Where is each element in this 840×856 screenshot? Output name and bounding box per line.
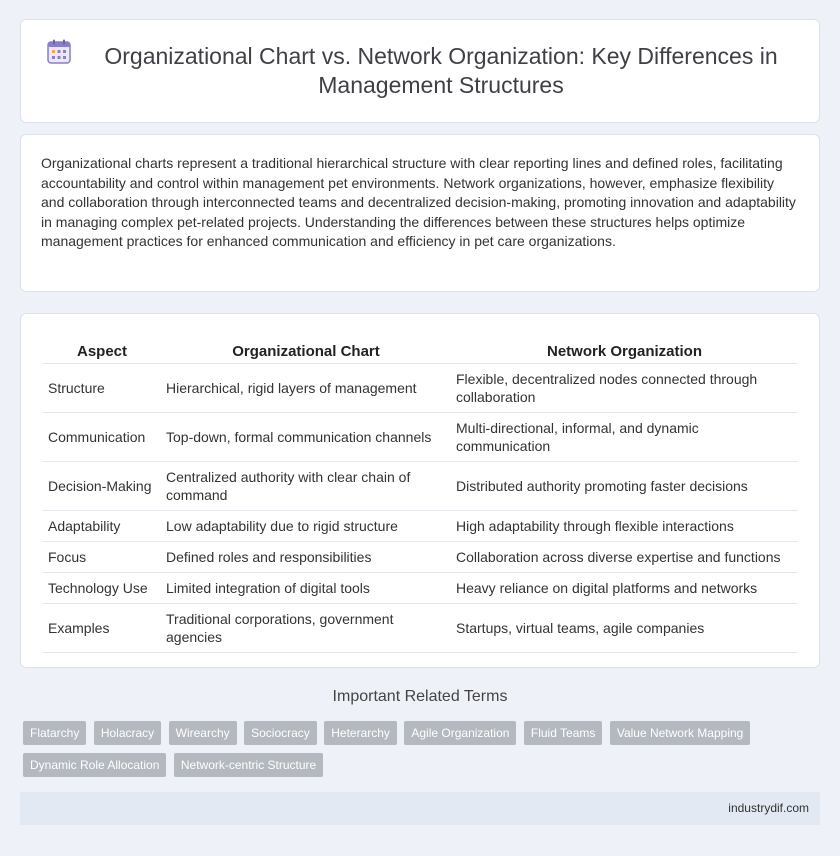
intro-card	[20, 134, 820, 292]
intro-paragraph: Organizational charts represent a traditional hierarchical structure with clear reporting lines and defined roles, facilitating accountability and control within management pet environments. Network organizations, however, emphasize flexibility and collaboration through interconnected teams and decentralized decision-making, promoting innovation and adaptability in managing complex pet-related projects. Understanding the differences between these structures helps optimize management practices for enhanced communication and efficiency in pet care organizations.	[41, 155, 796, 249]
footer-site-link[interactable]: industrydif.com	[728, 801, 809, 815]
table-cell: Startups, virtual teams, agile companies	[451, 604, 798, 653]
table-cell: Flexible, decentralized nodes connected through collaboration	[451, 364, 798, 413]
table-cell: Hierarchical, rigid layers of management	[161, 364, 451, 413]
tag-sociocracy[interactable]: Sociocracy	[244, 721, 317, 745]
table-cell: Decision-Making	[43, 462, 161, 511]
header-organizational-chart: Organizational Chart	[161, 334, 451, 364]
table-cell: Collaboration across diverse expertise and functions	[451, 542, 798, 573]
related-terms-tags	[23, 721, 803, 785]
comparison-table	[43, 334, 798, 653]
table-row	[43, 364, 798, 413]
tag-dynamic-role-allocation[interactable]: Dynamic Role Allocation	[23, 753, 166, 777]
header-network-organization: Network Organization	[451, 334, 798, 364]
header-aspect: Aspect	[43, 334, 161, 364]
table-cell: Low adaptability due to rigid structure	[161, 511, 451, 542]
table-cell: Traditional corporations, government agencies	[161, 604, 451, 653]
table-cell: High adaptability through flexible interactions	[451, 511, 798, 542]
table-cell: Adaptability	[43, 511, 161, 542]
title-card	[20, 19, 820, 123]
table-cell: Examples	[43, 604, 161, 653]
table-row	[43, 413, 798, 462]
table-row	[43, 604, 798, 653]
tag-wirearchy[interactable]: Wirearchy	[169, 721, 237, 745]
table-cell: Defined roles and responsibilities	[161, 542, 451, 573]
calendar-grid-icon	[45, 38, 73, 66]
table-cell: Structure	[43, 364, 161, 413]
table-cell: Multi-directional, informal, and dynamic communication	[451, 413, 798, 462]
page-title: Organizational Chart vs. Network Organization: Key Differences in Management Structures	[104, 43, 778, 98]
table-row	[43, 542, 798, 573]
table-row	[43, 573, 798, 604]
tag-network-centric-structure[interactable]: Network-centric Structure	[174, 753, 323, 777]
footer	[20, 792, 820, 825]
title-wrap	[21, 42, 819, 100]
table-cell: Limited integration of digital tools	[161, 573, 451, 604]
tag-flatarchy[interactable]: Flatarchy	[23, 721, 86, 745]
tag-value-network-mapping[interactable]: Value Network Mapping	[610, 721, 751, 745]
table-cell: Communication	[43, 413, 161, 462]
tag-agile-organization[interactable]: Agile Organization	[404, 721, 516, 745]
related-terms-title: Important Related Terms	[332, 688, 508, 705]
table-cell: Top-down, formal communication channels	[161, 413, 451, 462]
table-cell: Heavy reliance on digital platforms and networks	[451, 573, 798, 604]
table-row	[43, 511, 798, 542]
table-cell: Distributed authority promoting faster decisions	[451, 462, 798, 511]
comparison-table-card	[20, 313, 820, 668]
table-cell: Centralized authority with clear chain of command	[161, 462, 451, 511]
table-header-row	[43, 334, 798, 364]
table-row	[43, 462, 798, 511]
tag-fluid-teams[interactable]: Fluid Teams	[524, 721, 602, 745]
tag-holacracy[interactable]: Holacracy	[94, 721, 161, 745]
table-cell: Technology Use	[43, 573, 161, 604]
table-cell: Focus	[43, 542, 161, 573]
tag-heterarchy[interactable]: Heterarchy	[324, 721, 397, 745]
